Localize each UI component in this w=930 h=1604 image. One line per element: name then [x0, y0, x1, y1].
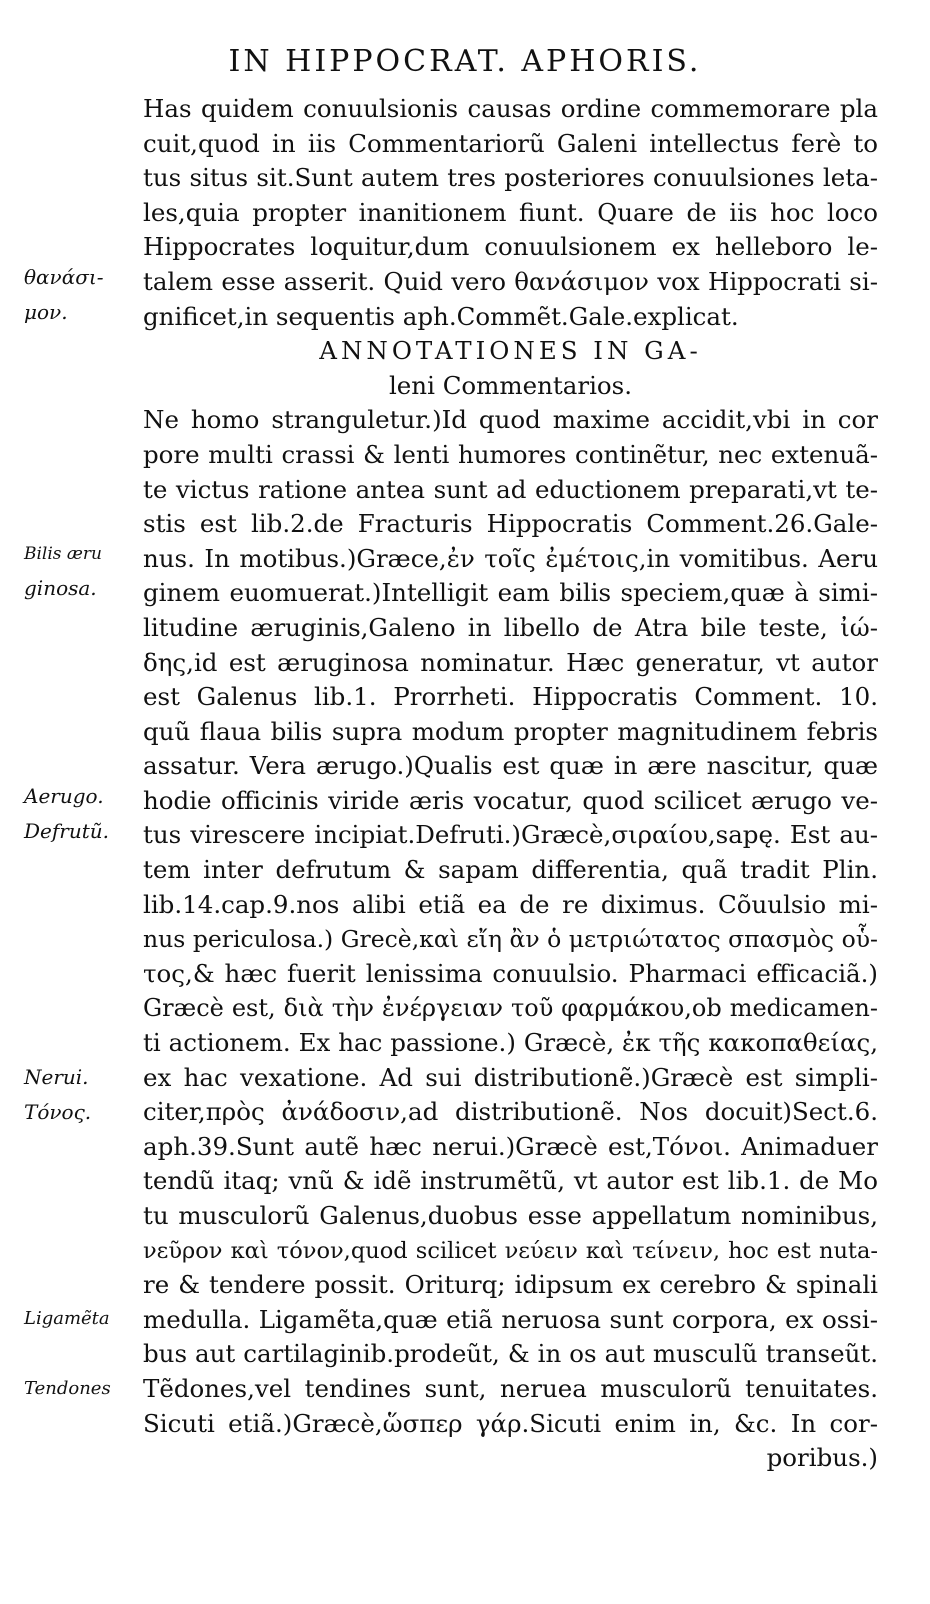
margin-note: Bilis æru [24, 544, 102, 564]
text-line: poribus.) [766, 1443, 878, 1473]
text-line: Græcè est, διὰ τὴν ἐνέργειαν τοῦ φαρμάκου,ob medicamen- [143, 994, 878, 1023]
text-line: re & tendere possit. Oriturq; idipsum ex cerebro & spinali [143, 1270, 878, 1300]
text-line: Ne homo stranguletur.)Id quod maxime accidit,vbi in cor [143, 405, 878, 435]
text-line: Has quidem conuulsionis causas ordine commemorare pla [143, 94, 878, 123]
text-line: ginem euomuerat.)Intelligit eam bilis speciem,quæ à simi- [143, 578, 878, 608]
margin-note: Nerui. [24, 1065, 89, 1089]
margin-note: θανάσι- [24, 265, 104, 289]
text-line: Tẽdones,vel tendines sunt, neruea musculorũ tenuitates. [143, 1373, 878, 1403]
text-line: tem inter defrutum & sapam differentia, quã tradit Plin. [143, 855, 878, 885]
text-line: cuit,quod in iis Commentariorũ Galeni intellectus ferè to [143, 128, 878, 158]
section-heading-continued: leni Commentarios. [388, 370, 633, 400]
text-line: te victus ratione antea sunt ad eductionem preparati,vt te- [143, 474, 878, 504]
text-line: nus periculosa.) Grecè,καὶ εἴη ἂν ὁ μετριώτατος σπασμὸς οὗ- [143, 925, 878, 954]
text-line: hodie officinis viride æris vocatur, quod scilicet ærugo ve- [143, 785, 878, 815]
text-line: tus virescere incipiat.Defruti.)Græcè,σιραίου,sapę. Est au- [143, 820, 878, 850]
margin-note: ginosa. [24, 576, 97, 600]
text-line: pore multi crassi & lenti humores continẽtur, nec extenuã- [143, 439, 878, 469]
text-line: litudine æruginis,Galeno in libello de Atra bile teste, ἰώ- [143, 612, 878, 642]
text-line: les,quia propter inanitionem fiunt. Quare de iis hoc loco [143, 197, 878, 227]
margin-note: Aerugo. [24, 784, 104, 808]
text-line: gnificet,in sequentis aph.Commẽt.Gale.explicat. [143, 301, 739, 331]
text-line: stis est lib.2.de Fracturis Hippocratis Comment.26.Gale- [143, 509, 878, 539]
margin-note: Defrutũ. [24, 819, 109, 843]
text-line: τος,& hæc fuerit lenissima conuulsio. Pharmaci efficaciã.) [143, 958, 878, 988]
running-head: IN HIPPOCRAT. APHORIS. [228, 44, 702, 79]
margin-note: μον. [24, 300, 68, 324]
margin-note: Ligamẽta [24, 1308, 110, 1329]
text-line: medulla. Ligamẽta,quæ etiã neruosa sunt corpora, ex ossi- [143, 1304, 878, 1334]
text-line: νεῦρον καὶ τόνον,quod scilicet νεύειν καὶ τείνειν, hoc est nuta- [143, 1237, 878, 1264]
text-line: Hippocrates loquitur,dum conuulsionem ex helleboro le- [143, 232, 878, 262]
margin-note: Τόνος. [24, 1100, 92, 1124]
text-line: ex hac vexatione. Ad sui distributionẽ.)Græcè est simpli- [143, 1062, 878, 1092]
section-heading: ANNOTATIONES IN GA- [319, 336, 702, 366]
text-line: est Galenus lib.1. Prorrheti. Hippocratis Comment. 10. [143, 682, 878, 712]
text-line: Sicuti etiã.)Græcè,ὥσπερ γάρ.Sicuti enim in, &c. In cor- [143, 1408, 878, 1438]
text-line: talem esse asserit. Quid vero θανάσιμον vox Hippocrati si- [143, 266, 878, 296]
text-line: citer,πρὸς ἀνάδοσιν,ad distributionẽ. Nos docuit)Sect.6. [143, 1097, 878, 1127]
margin-note: Tendones [24, 1378, 111, 1399]
text-line: aph.39.Sunt autẽ hæc nerui.)Græcè est,Τόνοι. Animaduer [143, 1131, 878, 1161]
text-line: δης,id est æruginosa nominatur. Hæc generatur, vt autor [143, 647, 878, 677]
text-line: bus aut cartilaginib.prodeũt, & in os aut musculũ transeũt. [143, 1339, 878, 1369]
text-line: tus situs sit.Sunt autem tres posteriores conuulsiones leta- [143, 163, 878, 193]
text-line: lib.14.cap.9.nos alibi etiã ea de re diximus. Cõuulsio mi- [143, 889, 878, 919]
text-line: assatur. Vera ærugo.)Qualis est quæ in ære nascitur, quæ [143, 751, 878, 781]
text-line: quũ flaua bilis supra modum propter magnitudinem febris [143, 716, 878, 746]
body-text [143, 92, 878, 1476]
text-line: tendũ itaq; vnũ & idẽ instrumẽtũ, vt autor est lib.1. de Mo [143, 1166, 878, 1196]
text-line: tu musculorũ Galenus,duobus esse appellatum nominibus, [143, 1201, 878, 1230]
text-line: ti actionem. Ex hac passione.) Græcè, ἐκ τῆς κακοπαθείας, [143, 1028, 878, 1058]
text-line: nus. In motibus.)Græce,ἐν τοῖς ἐμέτοις,in vomitibus. Aeru [143, 543, 878, 573]
